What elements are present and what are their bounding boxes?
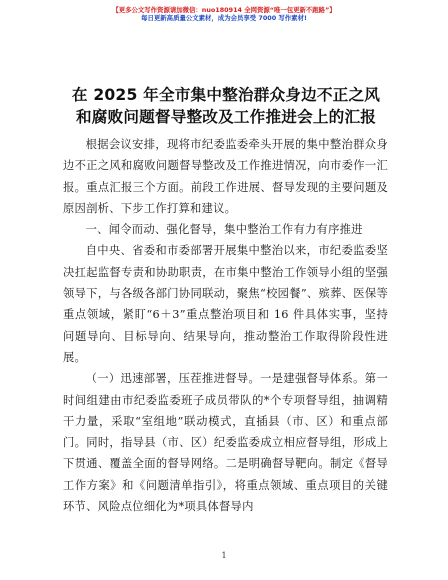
banner-line-2: 每日更新高质量公文素材，成为会员享受 7000 写作素材! xyxy=(141,14,307,22)
document-title: 在 2025 年全市集中整治群众身边不正之风和腐败问题督导整改及工作推进会上的汇报 xyxy=(71,86,381,126)
paragraph-intro: 根据会议安排，现将市纪委监委牵头开展的集中整治群众身边不正之风和腐败问题督导整改及工作推进情况，向市委作一汇报。重点汇报三个方面。前段工作进展、督导发现的主要问题及原因剖析、下步工作打算和建议。 xyxy=(63,138,388,215)
document-body xyxy=(63,134,388,517)
section-heading-1: 一、闻令而动、强化督导，集中整治工作有力有序推进 xyxy=(85,223,363,237)
paragraph-3: （一）迅速部署，压茬推进督导。一是建强督导体系。第一时间组建由市纪委监委班子成员带队的*个专项督导组，抽调精干力量，采取“室组地”联动模式，直插县（市、区）和重点部门。同时，指导县（市、区）纪委监委成立相应督导组，形成上下贯通、覆盖全面的督导网络。二是明确督导靶向。制定《督导工作方案》和《问题清单指引》，将重点领域、重点项目的关键环节、风险点位细化为*项具体督导内 xyxy=(63,372,388,514)
page-number: 1 xyxy=(221,551,227,560)
paragraph-2: 自中央、省委和市委部署开展集中整治以来，市纪委监委坚决扛起监督专责和协助职责，在市集中整治工作领导小组的坚强领导下，与各级各部门协同联动，聚焦“校园餐”、殡葬、医保等重点领域，紧盯“6＋3”重点整治项目和 16 件具体实事，坚持问题导向、目标导向、结果导向，推动整治工作取得阶段性进展。 xyxy=(63,244,388,364)
promo-banner xyxy=(0,6,448,22)
banner-line-1: 【更多公文写作资源请加微信：nuo180914 全网资源“唯一包更新不跑路”】 xyxy=(112,6,336,14)
